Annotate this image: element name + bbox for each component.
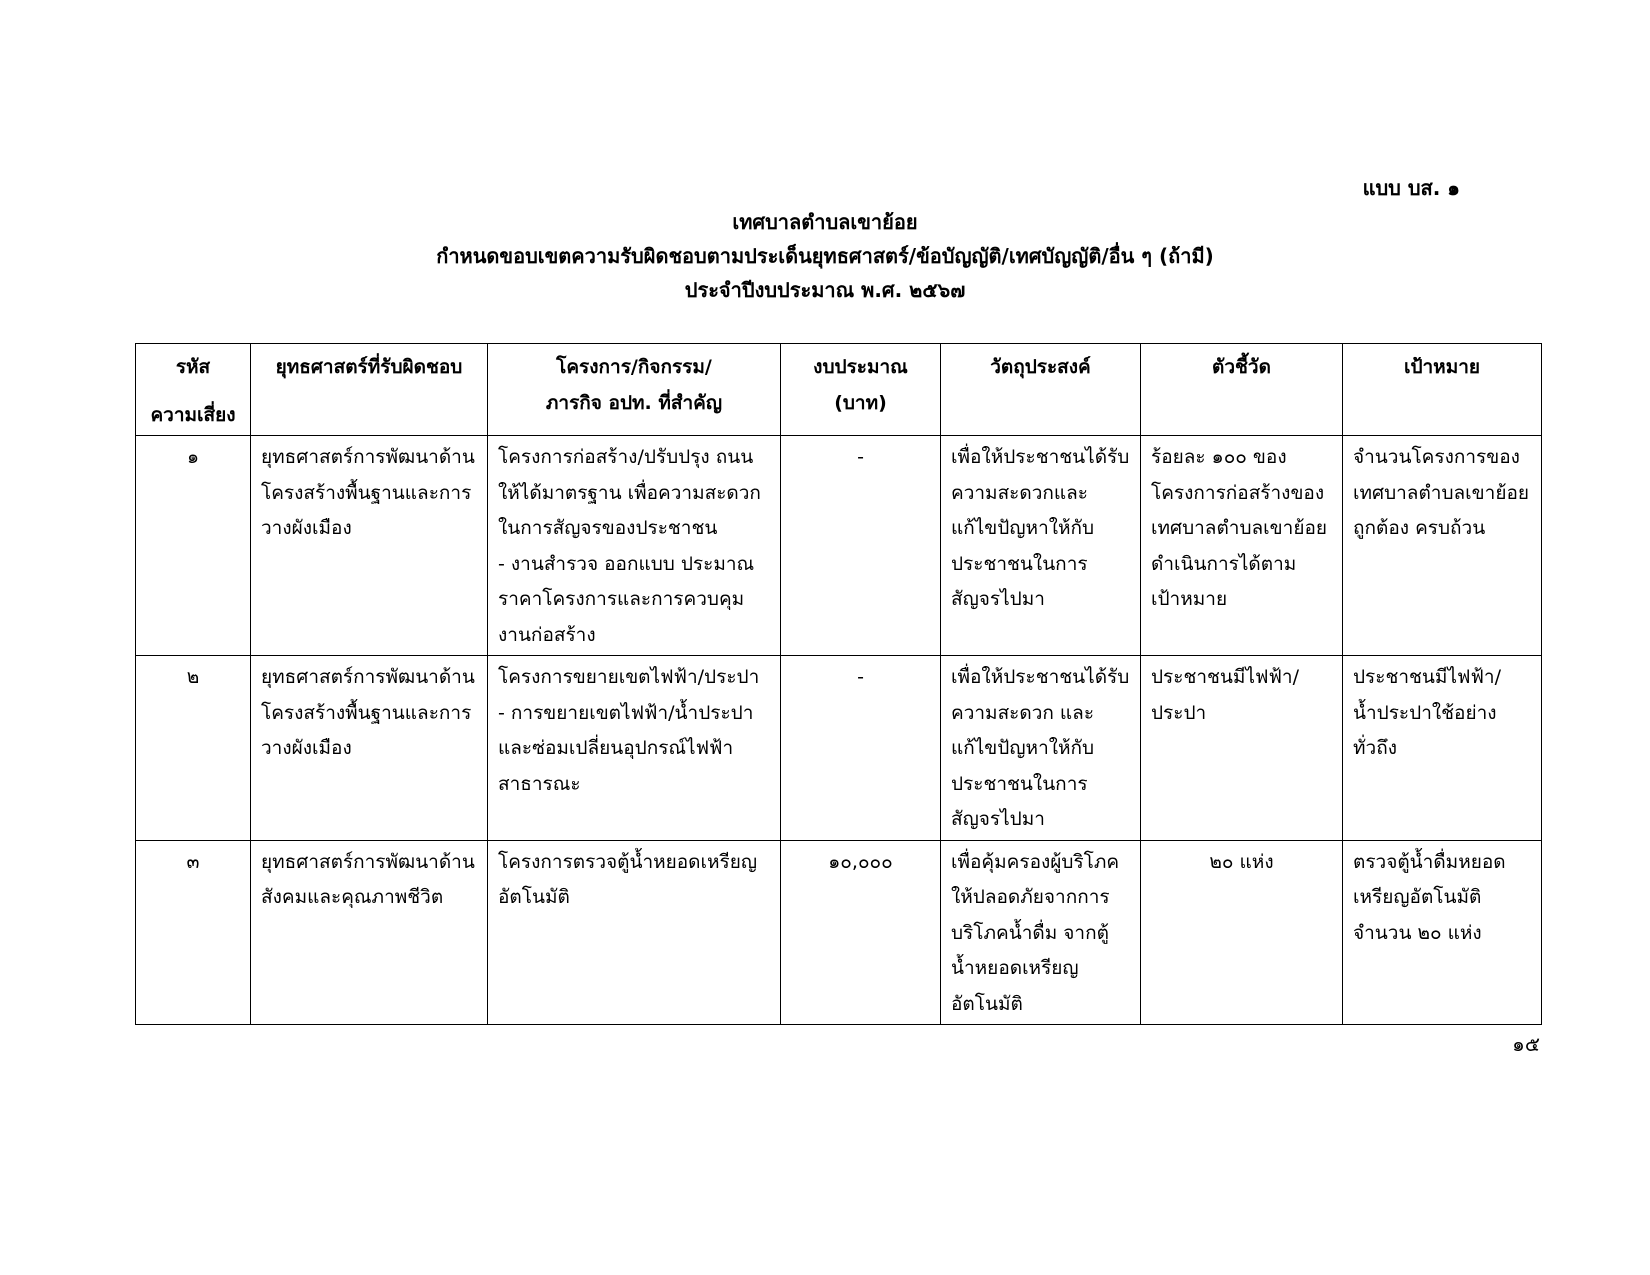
cell-target: จำนวนโครงการของ เทศบาลตำบลเขาย้อย ถูกต้อง ครบถ้วน — [1343, 436, 1542, 656]
cell-project: โครงการก่อสร้าง/ปรับปรุง ถนน ให้ได้มาตรฐาน เพื่อความสะดวก ในการสัญจรของประชาชน - งานสำรวจ ออกแบบ ประมาณ ราคาโครงการและการควบคุม งานก่อสร้าง — [488, 436, 781, 656]
document-subject: กำหนดขอบเขตความรับผิดชอบตามประเด็นยุทธศาสตร์/ข้อบัญญัติ/เทศบัญญัติ/อื่น ๆ (ถ้ามี) — [436, 244, 1214, 268]
cell-objective: เพื่อให้ประชาชนได้รับ ความสะดวก และ แก้ไขปัญหาให้กับ ประชาชนในการ สัญจรไปมา — [941, 656, 1141, 841]
header-strategy: ยุทธศาสตร์ที่รับผิดชอบ — [251, 344, 488, 436]
document-titles — [0, 205, 1650, 307]
header-indicator: ตัวชี้วัด — [1141, 344, 1343, 436]
cell-budget: - — [781, 656, 941, 841]
header-objective: วัตถุประสงค์ — [941, 344, 1141, 436]
table-row — [136, 656, 1542, 841]
cell-target: ตรวจตู้น้ำดื่มหยอด เหรียญอัตโนมัติ จำนวน ๒๐ แห่ง — [1343, 840, 1542, 1025]
header-budget: งบประมาณ (บาท) — [781, 344, 941, 436]
table-header-row — [136, 344, 1542, 436]
cell-indicator: ร้อยละ ๑๐๐ ของ โครงการก่อสร้างของ เทศบาลตำบลเขาย้อย ดำเนินการได้ตาม เป้าหมาย — [1141, 436, 1343, 656]
form-code: แบบ บส. ๑ — [1362, 176, 1460, 200]
header-target: เป้าหมาย — [1343, 344, 1542, 436]
cell-code: ๒ — [136, 656, 251, 841]
cell-project: โครงการขยายเขตไฟฟ้า/ประปา - การขยายเขตไฟฟ้า/น้ำประปา และซ่อมเปลี่ยนอุปกรณ์ไฟฟ้า สาธารณะ — [488, 656, 781, 841]
responsibility-table — [135, 343, 1542, 1025]
cell-objective: เพื่อคุ้มครองผู้บริโภค ให้ปลอดภัยจากการ บริโภคน้ำดื่ม จากตู้ น้ำหยอดเหรียญ อัตโนมัติ — [941, 840, 1141, 1025]
cell-target: ประชาชนมีไฟฟ้า/ น้ำประปาใช้อย่าง ทั่วถึง — [1343, 656, 1542, 841]
table-row — [136, 436, 1542, 656]
cell-strategy: ยุทธศาสตร์การพัฒนาด้าน โครงสร้างพื้นฐานและการ วางผังเมือง — [251, 656, 488, 841]
cell-project: โครงการตรวจตู้น้ำหยอดเหรียญ อัตโนมัติ — [488, 840, 781, 1025]
page-number: ๑๕ — [1512, 1032, 1540, 1056]
cell-strategy: ยุทธศาสตร์การพัฒนาด้าน สังคมและคุณภาพชีวิต — [251, 840, 488, 1025]
cell-strategy: ยุทธศาสตร์การพัฒนาด้าน โครงสร้างพื้นฐานและการ วางผังเมือง — [251, 436, 488, 656]
fiscal-year: ประจำปีงบประมาณ พ.ศ. ๒๕๖๗ — [684, 278, 966, 302]
table-row — [136, 840, 1542, 1025]
cell-code: ๑ — [136, 436, 251, 656]
organization-title: เทศบาลตำบลเขาย้อย — [732, 210, 918, 234]
header-project: โครงการ/กิจกรรม/ ภารกิจ อปท. ที่สำคัญ — [488, 344, 781, 436]
cell-budget: ๑๐,๐๐๐ — [781, 840, 941, 1025]
cell-budget: - — [781, 436, 941, 656]
cell-indicator: ประชาชนมีไฟฟ้า/ ประปา — [1141, 656, 1343, 841]
cell-code: ๓ — [136, 840, 251, 1025]
cell-indicator: ๒๐ แห่ง — [1141, 840, 1343, 1025]
cell-objective: เพื่อให้ประชาชนได้รับ ความสะดวกและ แก้ไขปัญหาให้กับ ประชาชนในการ สัญจรไปมา — [941, 436, 1141, 656]
header-code: รหัส ความเสี่ยง — [136, 344, 251, 436]
